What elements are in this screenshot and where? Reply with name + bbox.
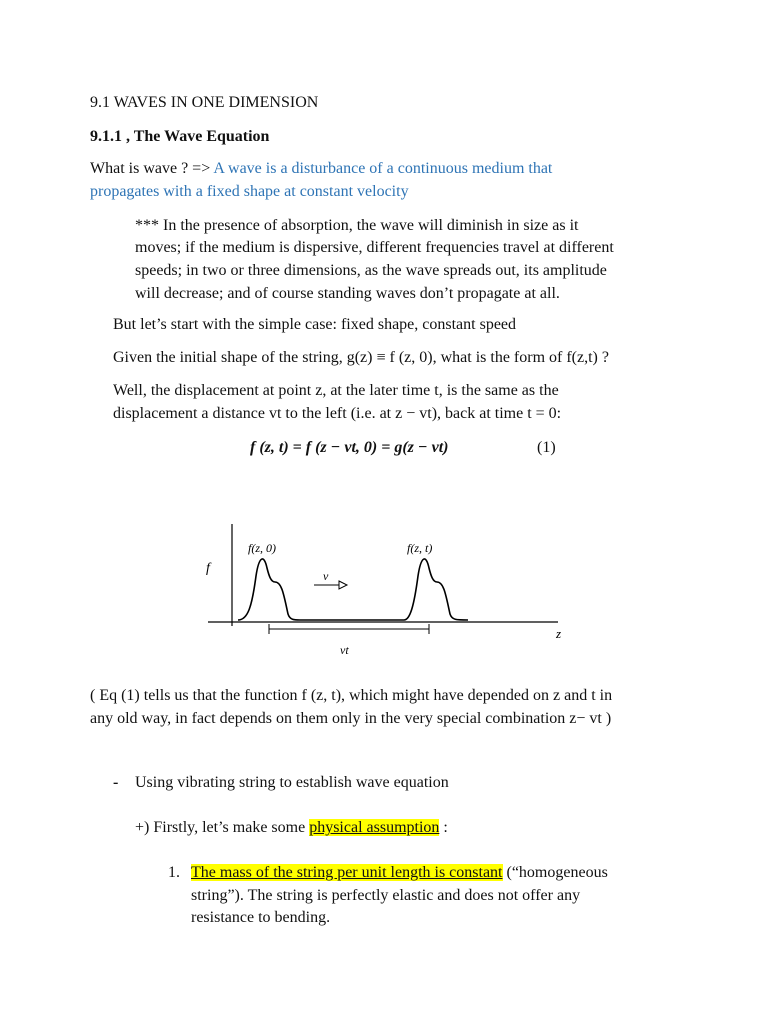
item-1-highlight: The mass of the string per unit length is constant [191,864,503,881]
bullet-marker: - [113,774,119,791]
section-title: 9.1 WAVES IN ONE DIMENSION [90,94,319,111]
velocity-arrowhead [339,581,347,589]
note-line: speeds; in two or three dimensions, as the wave spreads out, its amplitude [135,262,607,279]
assumption-highlight: physical assumption [309,819,440,836]
velocity-label: v [323,569,329,583]
item-1-line-1 [191,862,608,884]
x-axis-label: z [556,626,562,641]
pulse-1-label: f(z, 0) [248,541,276,555]
comment-line-1: ( Eq (1) tells us that the function f (z, t), which might have depended on z and t in [90,687,613,704]
assumption-prefix: +) Firstly, let’s make some [135,819,310,836]
answer-text: A wave is a disturbance of a continuous medium that [213,160,553,177]
pulse-2-label: f(z, t) [407,541,433,555]
note-line: moves; if the medium is dispersive, different frequencies travel at different [135,239,614,256]
item-1-line-2: string”). The string is perfectly elastic and does not offer any [191,887,581,904]
well-text-line-1: Well, the displacement at point z, at the later time t, is the same as the [113,382,559,399]
question-line [90,158,552,180]
y-axis-label: f [206,561,210,576]
assumption-suffix: : [439,819,448,836]
note-line: *** In the presence of absorption, the wave will diminish in size as it [135,217,579,234]
simple-case-text: But let’s start with the simple case: fixed shape, constant speed [113,316,517,333]
assumption-intro [135,817,448,839]
subsection-title: 9.1.1 , The Wave Equation [90,128,270,145]
equation: f (z, t) = f (z − vt, 0) = g(z − vt) [250,439,449,456]
comment-line-2: any old way, in fact depends on them only in the very special combination z− vt ) [90,710,612,727]
item-1-line-3: resistance to bending. [191,909,331,926]
distance-label: vt [340,643,349,657]
note-line: will decrease; and of course standing waves don’t propagate at all. [135,285,560,302]
question-prefix: What is wave ? => [90,160,214,177]
answer-line-2: propagates with a fixed shape at constant velocity [90,183,409,200]
given-text: Given the initial shape of the string, g(z) ≡ f (z, 0), what is the form of f(z,t) ? [113,349,609,366]
wave-curve [238,559,468,620]
well-text-line-2: displacement a distance vt to the left (i.e. at z − vt), back at time t = 0: [113,405,562,422]
bullet-text: Using vibrating string to establish wave equation [135,774,449,791]
wave-figure [196,516,576,666]
item-1-number: 1. [168,864,180,881]
item-1-rest: (“homogeneous [502,864,608,881]
equation-number: (1) [537,439,556,456]
